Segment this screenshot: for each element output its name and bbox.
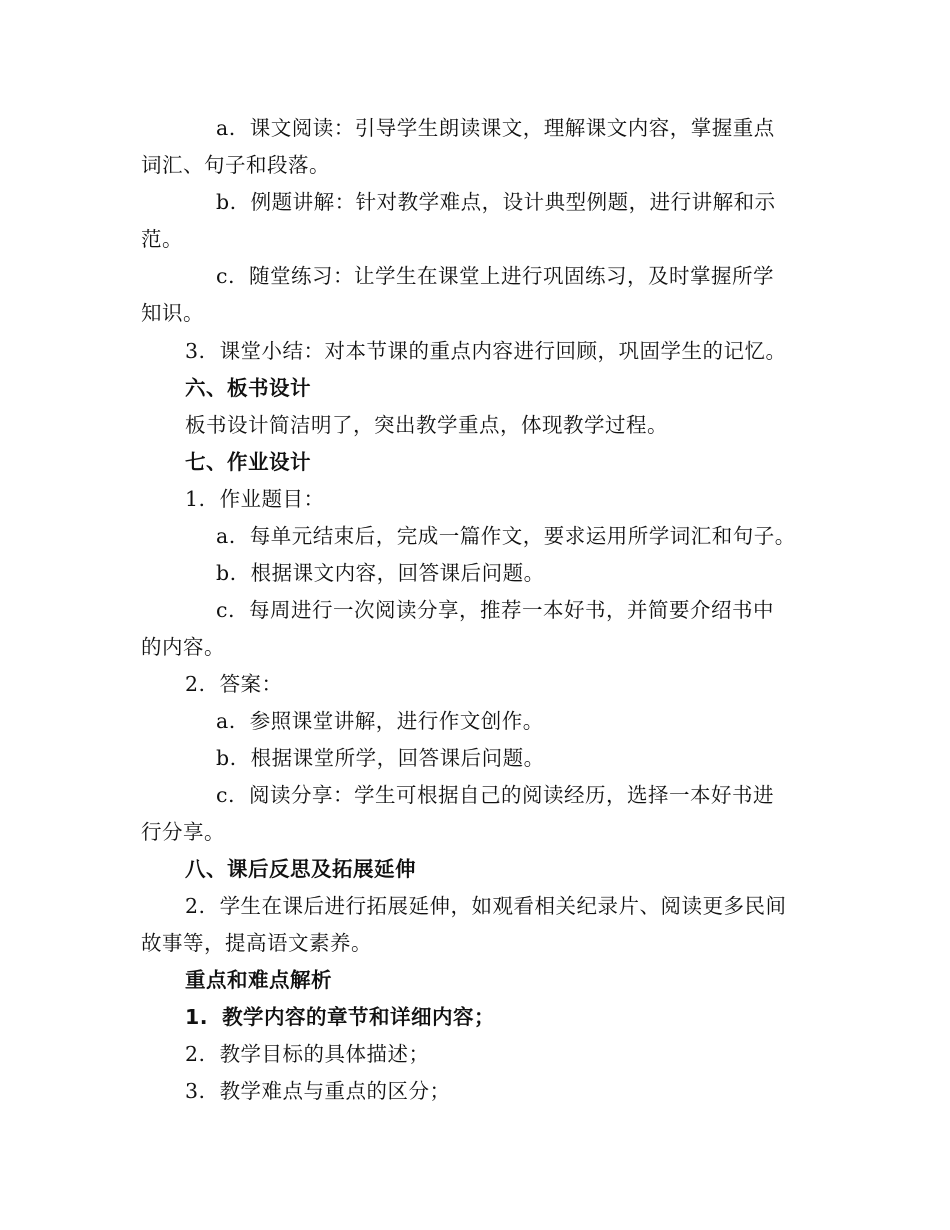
paragraph-text: 作业题目：: [219, 487, 325, 511]
list-item-b-questions: [216, 560, 545, 586]
paragraph-text: 知识。: [141, 301, 204, 325]
paragraph-text: 每单元结束后，完成一篇作文，要求运用所学词汇和句子。: [249, 524, 796, 548]
paragraph-continuation: [141, 152, 330, 178]
list-item-1-content: [185, 1004, 495, 1030]
section-heading-key-points: [185, 967, 332, 993]
paragraph-text: 课文阅读：引导学生朗读课文，理解课文内容，掌握重点: [249, 116, 775, 140]
section-heading-blackboard: [185, 375, 311, 401]
list-marker: 3.: [185, 1079, 206, 1103]
paragraph-text: 根据课堂所学，回答课后问题。: [250, 746, 545, 770]
paragraph: [185, 412, 668, 438]
list-marker: b.: [216, 190, 237, 214]
list-marker: b.: [216, 746, 237, 770]
paragraph-text: 教学内容的章节和详细内容；: [222, 1005, 496, 1029]
paragraph-text: 教学难点与重点的区分；: [219, 1079, 451, 1103]
paragraph-text: 学生在课后进行拓展延伸，如观看相关纪录片、阅读更多民间: [219, 894, 787, 918]
list-marker: c.: [216, 783, 235, 807]
list-item-a-answer: [216, 708, 544, 734]
list-item-a-essay: [216, 523, 796, 549]
paragraph-continuation: [141, 300, 204, 326]
list-marker: 2.: [185, 1042, 206, 1066]
list-item-a-reading: [216, 115, 775, 141]
list-item-2-answers: [185, 671, 283, 697]
section-heading-homework: [185, 449, 311, 475]
list-item-b-answer: [216, 745, 545, 771]
paragraph-text: 板书设计简洁明了，突出教学重点，体现教学过程。: [185, 413, 668, 437]
paragraph-text: 课堂小结：对本节课的重点内容进行回顾，巩固学生的记忆。: [219, 339, 787, 363]
paragraph-text: 例题讲解：针对教学难点，设计典型例题，进行讲解和示: [250, 190, 776, 214]
paragraph-text: 阅读分享：学生可根据自己的阅读经历，选择一本好书进: [249, 783, 774, 807]
paragraph-text: 随堂练习：让学生在课堂上进行巩固练习，及时掌握所学: [249, 264, 774, 288]
heading-text: 八、课后反思及拓展延伸: [185, 857, 416, 881]
list-item-3-difficulties: [185, 1078, 451, 1104]
list-marker: a.: [216, 524, 236, 548]
list-item-c-practice: [216, 263, 774, 289]
paragraph-text: 教学目标的具体描述；: [219, 1042, 430, 1066]
paragraph-text: 每周进行一次阅读分享，推荐一本好书，并简要介绍书中: [249, 598, 774, 622]
list-item-2-extension: [185, 893, 787, 919]
list-marker: b.: [216, 561, 237, 585]
list-marker: c.: [216, 598, 235, 622]
list-marker: 1.: [185, 487, 206, 511]
paragraph-continuation: [141, 819, 225, 845]
list-marker: 3.: [185, 339, 206, 363]
paragraph-text: 的内容。: [141, 635, 225, 659]
paragraph-text: 答案：: [219, 672, 283, 696]
heading-text: 六、板书设计: [185, 376, 311, 400]
list-item-c-answer: [216, 782, 774, 808]
paragraph-text: 词汇、句子和段落。: [141, 153, 330, 177]
paragraph-continuation: [141, 930, 372, 956]
list-item-c-reading-share: [216, 597, 774, 623]
list-marker: 2.: [185, 672, 206, 696]
heading-text: 七、作业设计: [185, 450, 311, 474]
paragraph-text: 根据课文内容，回答课后问题。: [250, 561, 545, 585]
list-item-1-homework-topics: [185, 486, 325, 512]
paragraph-continuation: [141, 226, 183, 252]
list-marker: 2.: [185, 894, 206, 918]
list-marker: 1.: [185, 1005, 209, 1029]
heading-text: 重点和难点解析: [185, 968, 332, 992]
list-marker: a.: [216, 116, 236, 140]
list-item-3-summary: [185, 338, 787, 364]
list-item-2-objectives: [185, 1041, 430, 1067]
paragraph-continuation: [141, 634, 225, 660]
section-heading-reflection: [185, 856, 416, 882]
paragraph-text: 行分享。: [141, 820, 225, 844]
list-marker: c.: [216, 264, 235, 288]
paragraph-text: 范。: [141, 227, 183, 251]
list-item-b-examples: [216, 189, 776, 215]
list-marker: a.: [216, 709, 236, 733]
paragraph-text: 参照课堂讲解，进行作文创作。: [249, 709, 544, 733]
paragraph-text: 故事等，提高语文素养。: [141, 931, 372, 955]
